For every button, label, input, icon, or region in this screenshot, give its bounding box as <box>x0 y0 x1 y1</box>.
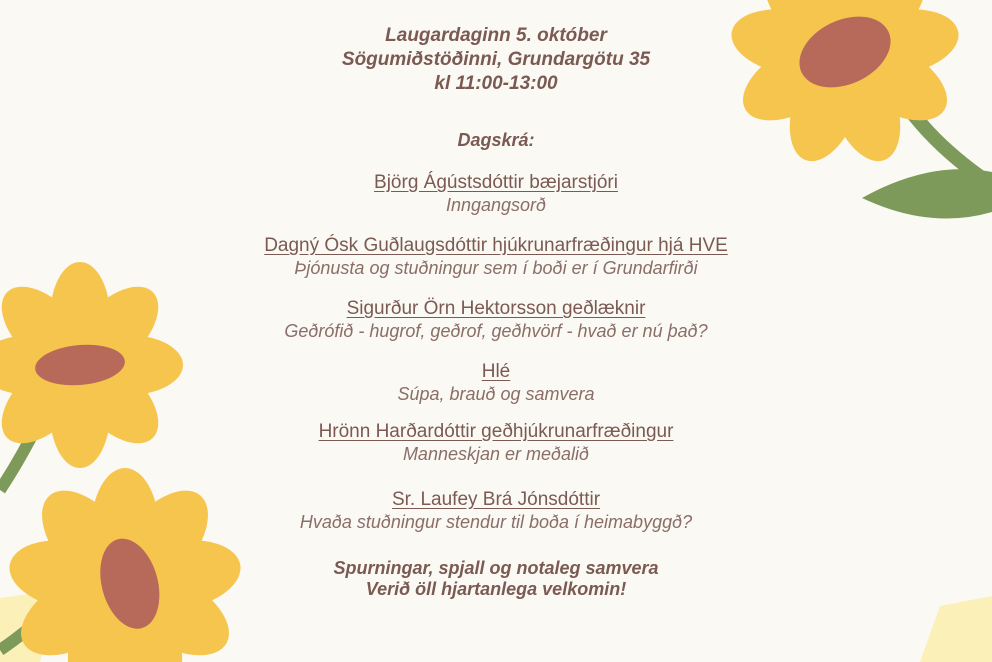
agenda-topic: Hvaða stuðningur stendur til boða í heimabyggð? <box>299 512 693 532</box>
closing-line: Spurningar, spjall og notaleg samvera <box>333 558 659 578</box>
agenda-speaker: Dagný Ósk Guðlaugsdóttir hjúkrunarfræðingur hjá HVE <box>264 235 728 256</box>
agenda-topic: Manneskjan er meðalið <box>402 444 590 464</box>
agenda-topic: Inngangsorð <box>445 195 547 215</box>
closing-message <box>0 558 992 600</box>
agenda-topic: Súpa, brauð og samvera <box>397 384 595 404</box>
agenda-item <box>0 172 992 216</box>
agenda-speaker: Björg Ágústsdóttir bæjarstjóri <box>374 172 618 193</box>
agenda-item <box>0 361 992 405</box>
agenda-title: Dagskrá: <box>457 130 535 150</box>
agenda-speaker: Sigurður Örn Hektorsson geðlæknir <box>346 298 646 319</box>
agenda-speaker: Hlé <box>481 361 511 382</box>
event-location: Sögumiðstöðinni, Grundargötu 35 <box>341 49 651 70</box>
agenda-speaker: Sr. Laufey Brá Jónsdóttir <box>391 489 601 510</box>
agenda-item <box>0 489 992 533</box>
closing-line: Verið öll hjartanlega velkomin! <box>365 579 627 599</box>
event-details <box>0 24 992 96</box>
agenda-item <box>0 421 992 465</box>
event-time: kl 11:00-13:00 <box>434 73 558 94</box>
agenda-topic: Þjónusta og stuðningur sem í boði er í Grundarfirði <box>294 258 698 278</box>
agenda-topic: Geðrófið - hugrof, geðrof, geðhvörf - hvað er nú það? <box>284 321 708 341</box>
event-date: Laugardaginn 5. október <box>385 25 607 46</box>
agenda-speaker: Hrönn Harðardóttir geðhjúkrunarfræðingur <box>318 421 674 442</box>
agenda-item <box>0 298 992 342</box>
agenda-item <box>0 235 992 279</box>
